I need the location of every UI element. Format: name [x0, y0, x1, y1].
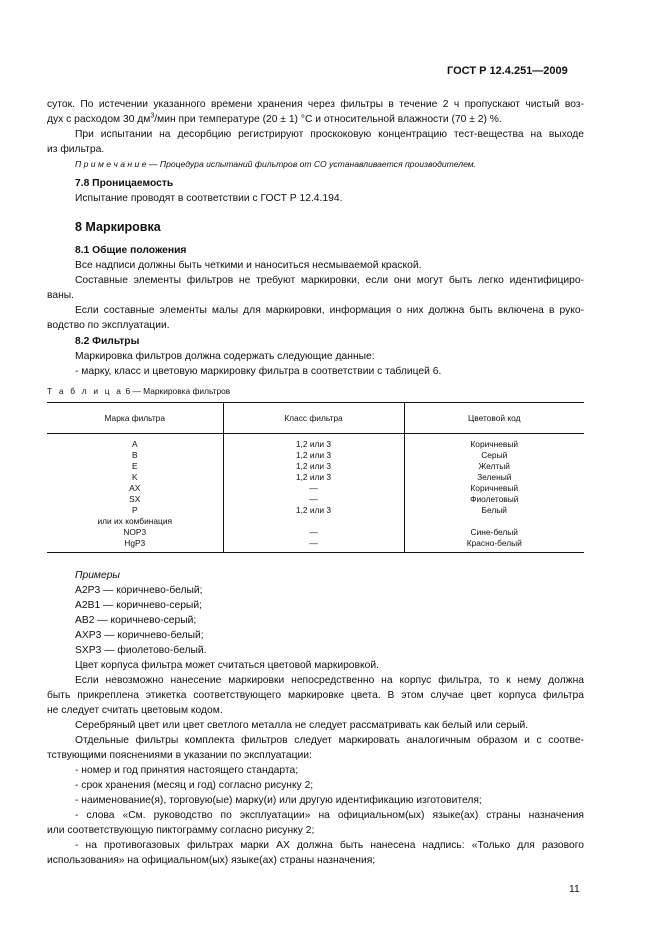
page-number: 11: [569, 884, 580, 895]
table-cell: Желтый: [404, 461, 584, 472]
table-cell: SX: [129, 494, 141, 504]
table-caption: Т а б л и ц а 6 — Маркировка фильтров: [47, 386, 231, 396]
table-cell: [404, 516, 584, 527]
table-cell: HgP3: [47, 538, 223, 553]
table-cell: 1,2 или 3: [223, 461, 404, 472]
example-item: A2P3 — коричнево-белый;: [75, 585, 203, 596]
paragraph-line: Отдельные фильтры комплекта фильтров следует маркировать аналогичным образом и с соотве-: [75, 735, 584, 746]
list-item: - слова «См. руководство по эксплуатации» на официальном(ых) языке(ах) страны назначения: [75, 810, 584, 821]
table-cell: A: [131, 439, 138, 449]
table-row: [47, 494, 584, 505]
document-header: ГОСТ Р 12.4.251—2009: [447, 65, 568, 77]
paragraph-line: Если составные элементы малы для маркировки, информация о них должна быть включена в руко-: [75, 305, 584, 316]
table-cell: 1,2 или 3: [223, 434, 404, 451]
table-cell: Фиолетовый: [404, 494, 584, 505]
column-header: Класс фильтра: [223, 403, 404, 434]
table-cell: или их комбинация: [97, 516, 173, 526]
table-row: [47, 483, 584, 494]
example-item: A2B1 — коричнево-серый;: [75, 600, 202, 611]
section-heading: 7.8 Проницаемость: [75, 178, 174, 189]
paragraph-line: водство по эксплуатации.: [47, 320, 170, 331]
paragraph-line: ваны.: [47, 290, 75, 301]
table-cell: —: [223, 483, 404, 494]
paragraph-line: Цвет корпуса фильтра может считаться цветовой маркировкой.: [75, 660, 379, 671]
table-cell: —: [223, 494, 404, 505]
table-cell: B: [131, 450, 138, 460]
table-row: [47, 450, 584, 461]
chapter-heading: 8 Маркировка: [75, 220, 161, 234]
table-row: [47, 538, 584, 553]
table-cell: Сине-белый: [404, 527, 584, 538]
table-cell: P: [131, 505, 138, 515]
paragraph-line: использования» на официальном(ых) языке(ах) страны назначения;: [47, 855, 376, 866]
example-item: AB2 — коричнево-серый;: [75, 615, 197, 626]
table-row: [47, 505, 584, 516]
paragraph-line: дух с расходом 30 $дм^3$/мин при температуре (20 ± 1) °С и относительной влажности (70 ± 2) %.: [47, 112, 502, 125]
section-heading: 8.2 Фильтры: [75, 336, 140, 347]
paragraph-line: Маркировка фильтров должна содержать следующие данные:: [75, 351, 375, 362]
list-item: - срок хранения (месяц и год) согласно рисунку 2;: [75, 780, 314, 791]
list-item: - наименование(я), торговую(ые) марку(и) или другую идентификацию изготовителя;: [75, 795, 482, 806]
column-header: Цветовой код: [404, 403, 584, 434]
paragraph-line: быть прикреплена этикетка соответствующего маркировке цвета. В этом случае цвет корпуса фильтра: [47, 690, 584, 701]
table-row: [47, 461, 584, 472]
table-cell: —: [223, 527, 404, 538]
marking-table: [47, 402, 584, 553]
paragraph-line: Составные элементы фильтров не требуют маркировки, если они могут быть легко идентифициро-: [75, 275, 584, 286]
column-header: Марка фильтра: [47, 403, 223, 434]
list-item: - номер и год принятия настоящего стандарта;: [75, 765, 299, 776]
table-cell: NOP3: [123, 527, 147, 537]
paragraph-line: Испытание проводят в соответствии с ГОСТ Р 12.4.194.: [75, 193, 343, 204]
table-cell: Зеленый: [404, 472, 584, 483]
section-heading: 8.1 Общие положения: [75, 245, 187, 256]
paragraph-line: суток. По истечении указанного времени хранения через фильтры в течение 2 ч пропускают чистый воз-: [47, 99, 584, 110]
table-cell: —: [223, 538, 404, 553]
table-cell: Коричневый: [404, 483, 584, 494]
table-cell: 1,2 или 3: [223, 472, 404, 483]
table-row: [47, 434, 584, 451]
table-cell: K: [131, 472, 138, 482]
paragraph-line: - марку, класс и цветовую маркировку фильтра в соответствии с таблицей 6.: [75, 366, 442, 377]
table-cell: [223, 516, 404, 527]
paragraph-line: не следует считать цветовым кодом.: [47, 705, 223, 716]
paragraph-line: Серебряный цвет или цвет светлого металла не следует рассматривать как белый или серый.: [75, 720, 529, 731]
table-cell: AX: [129, 483, 141, 493]
table-cell: Коричневый: [404, 434, 584, 451]
paragraph-line: тствующими пояснениями в указании по эксплуатации:: [47, 750, 312, 761]
table-row: [47, 472, 584, 483]
paragraph-line: При испытании на десорбцию регистрируют проскоковую концентрацию тест-вещества на выходе: [75, 129, 584, 140]
table-cell: Красно-белый: [404, 538, 584, 553]
table-cell: E: [131, 461, 138, 471]
table-row: [47, 527, 584, 538]
table-cell: 1,2 или 3: [223, 505, 404, 516]
paragraph-line: из фильтра.: [47, 144, 105, 155]
list-item: - на противогазовых фильтрах марки AX должна быть нанесена надпись: «Только для разового: [75, 840, 584, 851]
paragraph-line: или соответствующую пиктограмму согласно рисунку 2;: [47, 825, 315, 836]
paragraph-line: Все надписи должны быть четкими и наноситься несмываемой краской.: [75, 260, 422, 271]
table-row: [47, 516, 584, 527]
table-cell: Серый: [404, 450, 584, 461]
examples-title: Примеры: [75, 570, 121, 581]
example-item: SXP3 — фиолетово-белый.: [75, 645, 207, 656]
example-item: AXP3 — коричнево-белый;: [75, 630, 204, 641]
table-cell: 1,2 или 3: [223, 450, 404, 461]
paragraph-line: Если невозможно нанесение маркировки непосредственно на корпус фильтра, то к нему должна: [75, 675, 584, 686]
note: П р и м е ч а н и е — Процедура испытаний фильтров от СО устанавливается производителем.: [75, 159, 477, 169]
table-cell: Белый: [404, 505, 584, 516]
